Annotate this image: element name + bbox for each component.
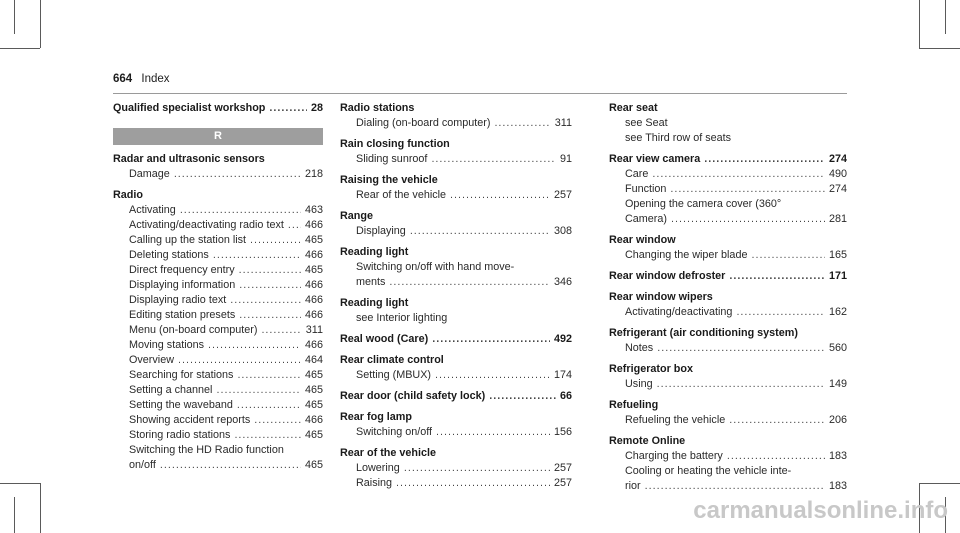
page-ref: 465 [304,429,323,441]
leader-dots [736,305,825,320]
subentry-label: Showing accident reports [129,414,251,426]
crop-mark [919,0,920,48]
index-entry [340,245,572,290]
index-entry [609,152,847,227]
page-ref: 274 [828,153,847,165]
index-entry-heading: Radar and ultrasonic sensors [113,153,265,165]
subentry-label: Dialing (on-board computer) [356,117,491,129]
leader-dots [234,428,301,443]
index-subentry[interactable] [113,278,323,293]
leader-dots [250,233,301,248]
subentry-label: Searching for stations [129,369,234,381]
page-ref: 346 [553,276,572,288]
index-entry-heading: Rain closing function [340,138,450,150]
index-subentry[interactable] [340,425,572,440]
index-entry [340,296,572,326]
index-subentry[interactable] [609,212,847,227]
leader-dots [657,377,825,392]
index-entry-heading: Rear window wipers [609,291,713,303]
page-ref: 492 [553,333,572,345]
index-entry [609,326,847,356]
leader-dots [174,167,301,182]
page-title: Index [141,73,170,85]
page-ref: 466 [304,339,323,351]
leader-dots [239,263,301,278]
subentry-label: Raising [356,477,393,489]
watermark: carmanualsonline.info [693,497,948,524]
subentry-label: Setting a channel [129,384,213,396]
index-entry-heading: Range [340,210,373,222]
page-ref: 274 [828,183,847,195]
index-entry-heading: Rear window [609,234,676,246]
index-entry [113,101,323,116]
subentry-label: Refueling the vehicle [625,414,726,426]
subentry-label: Moving stations [129,339,205,351]
leader-dots [494,116,550,131]
index-subentry[interactable] [340,368,572,383]
leader-dots [254,413,301,428]
index-subentry[interactable] [340,224,572,239]
index-subentry[interactable] [609,305,847,320]
leader-dots [239,308,301,323]
page-ref: 465 [304,399,323,411]
leader-dots [208,338,301,353]
index-entry-heading[interactable] [340,389,572,404]
crop-mark [14,497,15,533]
index-entry [113,152,323,182]
crop-mark [14,0,15,34]
subentry-label: Activating/deactivating radio text [129,219,284,231]
page-ref: 218 [304,168,323,180]
subentry-label: Editing station presets [129,309,236,321]
subentry-label: Function [625,183,667,195]
page-ref: 490 [828,168,847,180]
index-entry-heading: Reading light [340,297,409,309]
page-ref: 308 [553,225,572,237]
leader-dots [729,269,825,284]
index-entry-heading: Radio [113,189,143,201]
subentry-label: ments [356,276,386,288]
page-ref: 66 [559,390,572,402]
subentry-label: Displaying [356,225,406,237]
crop-mark [919,48,960,49]
index-entry-heading: Raising the vehicle [340,174,438,186]
page-ref: 465 [304,234,323,246]
subentry-label: Activating [129,204,176,216]
page-ref: 465 [304,369,323,381]
index-subentry[interactable] [113,458,323,473]
index-subentry[interactable] [113,413,323,428]
leader-dots [450,188,550,203]
subentry-label: Direct frequency entry [129,264,235,276]
page-ref: 165 [828,249,847,261]
leader-dots [269,101,307,116]
subentry-label: Calling up the station list [129,234,247,246]
index-column-2 [340,101,572,497]
index-entry [340,332,572,347]
index-entry [609,269,847,284]
index-subentry[interactable] [609,182,847,197]
subentry-label: Activating/deactivating [625,306,733,318]
leader-dots [489,389,556,404]
subentry-label: Lowering [356,462,400,474]
index-subentry[interactable] [609,248,847,263]
leader-dots [288,218,301,233]
index-subentry[interactable] [340,116,572,131]
leader-dots [389,275,550,290]
index-subentry[interactable] [113,368,323,383]
subentry-label: Notes [625,342,654,354]
index-subentry[interactable] [340,275,572,290]
leader-dots [261,323,301,338]
entry-label: Real wood (Care) [340,333,429,345]
leader-dots [431,152,556,167]
index-subentry[interactable] [609,479,847,494]
index-subentry[interactable] [113,293,323,308]
index-entry [340,446,572,491]
leader-dots [729,413,825,428]
leader-dots [432,332,550,347]
entry-label: Rear window defroster [609,270,726,282]
subentry-label: Care [625,168,649,180]
crop-mark [40,0,41,48]
page-ref: 464 [304,354,323,366]
page-header [113,73,170,85]
leader-dots [180,203,301,218]
leader-dots [704,152,825,167]
leader-dots [727,449,825,464]
page-ref: 206 [828,414,847,426]
subentry-label: rior [625,480,641,492]
entry-label: Qualified specialist workshop [113,102,266,114]
page-ref: 311 [305,324,323,336]
subentry-label: Changing the wiper blade [625,249,748,261]
subentry-label: Sliding sunroof [356,153,428,165]
index-column-1 [113,101,323,479]
leader-dots [657,341,825,356]
index-subentry[interactable] [113,323,323,338]
page-ref: 466 [304,294,323,306]
index-subentry[interactable] [340,188,572,203]
index-entry [609,233,847,263]
leader-dots [237,368,301,383]
index-entry-heading: Refrigerator box [609,363,693,375]
index-subentry[interactable] [113,167,323,182]
crop-mark [919,483,960,484]
subentry-label: Setting (MBUX) [356,369,431,381]
subentry-label: Overview [129,354,174,366]
crop-mark [0,483,40,484]
subentry-label: Setting the waveband [129,399,233,411]
index-subentry: Switching the HD Radio function [129,444,284,456]
leader-dots [670,182,825,197]
page-ref: 281 [828,213,847,225]
header-divider [113,93,847,94]
leader-dots [652,167,825,182]
page-ref: 466 [304,309,323,321]
index-entry-heading[interactable] [113,101,323,116]
index-entry-heading: Rear seat [609,102,658,114]
leader-dots [645,479,825,494]
page-ref: 257 [553,477,572,489]
index-subentry[interactable] [609,377,847,392]
index-subentry[interactable] [609,449,847,464]
page-ref: 149 [828,378,847,390]
subentry-label: Storing radio stations [129,429,231,441]
index-subentry[interactable] [113,338,323,353]
index-column-3 [609,101,847,500]
page-ref: 465 [304,459,323,471]
index-subentry: Cooling or heating the vehicle inte- [625,465,792,477]
page-ref: 465 [304,264,323,276]
leader-dots [237,398,301,413]
page-ref: 466 [304,249,323,261]
entry-label: Rear door (child safety lock) [340,390,486,402]
subentry-label: Rear of the vehicle [356,189,447,201]
index-entry [340,209,572,239]
page-ref: 466 [304,219,323,231]
leader-dots [410,224,550,239]
leader-dots [160,458,301,473]
index-subentry[interactable] [340,152,572,167]
page-ref: 466 [304,414,323,426]
leader-dots [216,383,301,398]
page-ref: 171 [828,270,847,282]
index-entry [609,362,847,392]
page-ref: 91 [559,153,572,165]
index-subentry: see Seat [625,117,668,129]
index-entry-heading: Reading light [340,246,409,258]
leader-dots [751,248,825,263]
index-entry [340,173,572,203]
crop-mark [945,0,946,34]
index-entry [609,101,847,146]
leader-dots [404,461,550,476]
index-entry-heading: Refueling [609,399,659,411]
index-subentry: Opening the camera cover (360° [625,198,782,210]
page-ref: 28 [310,102,323,114]
subentry-label: Damage [129,168,170,180]
index-entry [340,353,572,383]
subentry-label: Charging the battery [625,450,723,462]
index-entry [340,101,572,131]
subentry-label: Menu (on-board computer) [129,324,258,336]
index-entry [609,434,847,494]
index-entry-heading[interactable] [609,269,847,284]
leader-dots [671,212,825,227]
index-entry [340,389,572,404]
page-number: 664 [113,73,133,85]
subentry-label: Using [625,378,653,390]
page-ref: 257 [553,462,572,474]
index-subentry[interactable] [113,218,323,233]
index-entry [340,137,572,167]
index-entry-heading: Rear climate control [340,354,444,366]
index-entry-heading[interactable] [609,152,847,167]
index-entry [609,398,847,428]
index-subentry: see Interior lighting [356,312,448,324]
index-subentry[interactable] [113,248,323,263]
index-subentry[interactable] [113,398,323,413]
crop-mark [0,48,40,49]
index-subentry[interactable] [340,461,572,476]
subentry-label: Displaying information [129,279,236,291]
page-ref: 466 [304,279,323,291]
index-subentry[interactable] [340,476,572,491]
page-ref: 311 [554,117,572,129]
leader-dots [239,278,301,293]
leader-dots [213,248,301,263]
leader-dots [436,425,550,440]
index-entry [340,410,572,440]
subentry-label: Deleting stations [129,249,209,261]
leader-dots [435,368,550,383]
leader-dots [230,293,301,308]
leader-dots [178,353,301,368]
crop-mark [40,483,41,533]
index-entry-heading: Remote Online [609,435,686,447]
page-ref: 465 [304,384,323,396]
index-subentry[interactable] [609,413,847,428]
page-ref: 183 [828,450,847,462]
subentry-label: Switching on/off [356,426,433,438]
section-letter: R [113,128,323,145]
index-subentry[interactable] [113,428,323,443]
index-subentry[interactable] [113,308,323,323]
page-ref: 463 [304,204,323,216]
leader-dots [396,476,550,491]
index-subentry[interactable] [113,383,323,398]
index-entry-heading: Radio stations [340,102,415,114]
subentry-label: Displaying radio text [129,294,227,306]
index-subentry[interactable] [113,203,323,218]
index-entry-heading: Refrigerant (air conditioning system) [609,327,798,339]
subentry-label: on/off [129,459,156,471]
page-ref: 156 [553,426,572,438]
index-entry-heading: Rear of the vehicle [340,447,437,459]
index-subentry[interactable] [113,233,323,248]
index-entry [113,188,323,473]
page-ref: 183 [828,480,847,492]
index-entry-heading[interactable] [340,332,572,347]
subentry-label: Camera) [625,213,667,225]
page-ref: 257 [553,189,572,201]
index-entry-heading: Rear fog lamp [340,411,412,423]
page-ref: 560 [828,342,847,354]
index-subentry[interactable] [113,263,323,278]
entry-label: Rear view camera [609,153,701,165]
index-subentry: see Third row of seats [625,132,732,144]
index-subentry: Switching on/off with hand move- [356,261,515,273]
index-subentry[interactable] [609,341,847,356]
index-subentry[interactable] [113,353,323,368]
index-subentry[interactable] [609,167,847,182]
page-ref: 162 [828,306,847,318]
index-entry [609,290,847,320]
page-ref: 174 [553,369,572,381]
